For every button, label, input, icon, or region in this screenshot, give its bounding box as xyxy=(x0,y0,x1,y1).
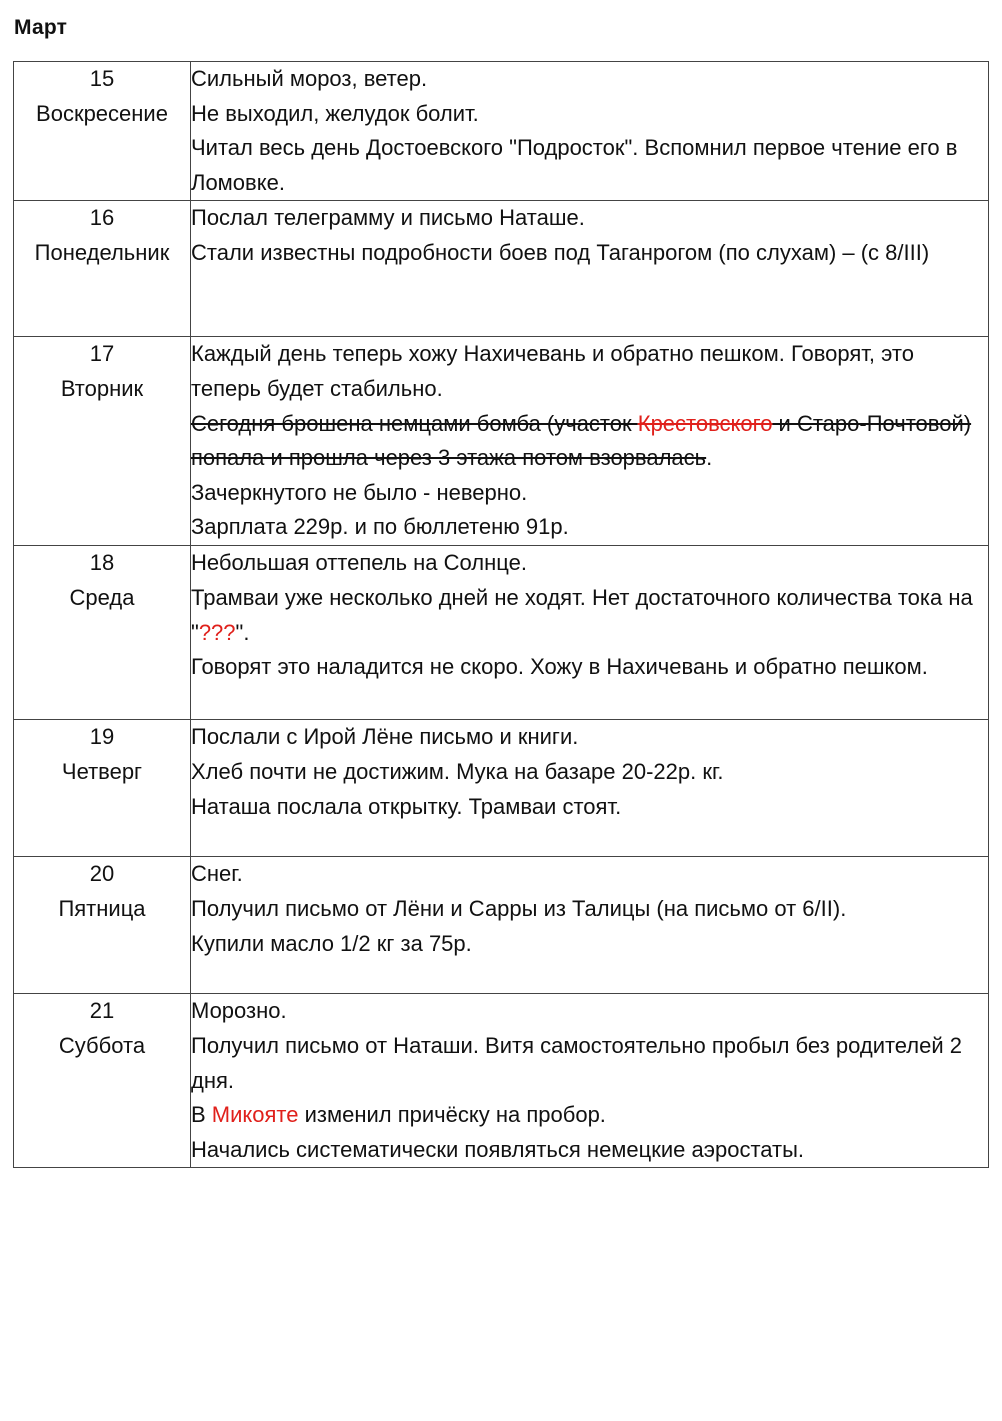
text: изменил причёску на пробор. xyxy=(298,1102,606,1128)
red-text: Микояте xyxy=(211,1102,299,1128)
diary-table xyxy=(13,61,989,1168)
entry-line xyxy=(191,581,988,650)
entry-line: Купили масло 1/2 кг за 75р. xyxy=(191,930,472,956)
entry-line: Снег. xyxy=(191,861,243,887)
entry-line: Морозно. xyxy=(191,998,287,1024)
entry-cell xyxy=(191,994,989,1168)
struck-red-text: Крестовского xyxy=(637,410,773,436)
date-cell xyxy=(14,994,191,1168)
day-number: 21 xyxy=(89,998,115,1024)
weekday: Вторник xyxy=(60,375,144,401)
entry-cell xyxy=(191,62,989,201)
day-number: 18 xyxy=(89,550,115,576)
entry-line: Наташа послала открытку. Трамваи стоят. xyxy=(191,793,622,819)
entry-line: Не выходил, желудок болит. xyxy=(191,100,479,126)
weekday: Пятница xyxy=(58,895,146,921)
entry-cell xyxy=(191,857,989,994)
entry-line: Зачеркнутого не было - неверно. xyxy=(191,479,528,505)
text: В xyxy=(191,1102,212,1128)
entry-line: Послали с Ирой Лёне письмо и книги. xyxy=(191,724,579,750)
weekday: Четверг xyxy=(61,758,143,784)
entry-line: Говорят это наладится не скоро. Хожу в Нахичевань и обратно пешком. xyxy=(191,654,928,680)
struck-out-passage xyxy=(191,407,988,476)
entry-cell xyxy=(191,546,989,720)
entry-line: Послал телеграмму и письмо Наташе. xyxy=(191,205,585,231)
table-row xyxy=(14,201,989,337)
weekday: Среда xyxy=(69,584,135,610)
date-cell xyxy=(14,201,191,337)
entry-line: Получил письмо от Лёни и Сарры из Талицы (на письмо от 6/II). xyxy=(191,895,847,921)
text: Трамваи уже несколько дней не ходят. Нет достаточного количества тока на " xyxy=(191,584,973,645)
day-number: 17 xyxy=(89,341,115,367)
table-row xyxy=(14,720,989,857)
day-number: 20 xyxy=(89,861,115,887)
entry-cell xyxy=(191,720,989,857)
text: ". xyxy=(235,619,250,645)
red-text: ??? xyxy=(198,619,236,645)
entry-line: Небольшая оттепель на Солнце. xyxy=(191,550,527,576)
date-cell xyxy=(14,857,191,994)
table-row xyxy=(14,546,989,720)
entry-line: Хлеб почти не достижим. Мука на базаре 20-22р. кг. xyxy=(191,758,724,784)
entry-cell xyxy=(191,201,989,337)
date-cell xyxy=(14,62,191,201)
page-title: Март xyxy=(14,16,68,39)
weekday: Воскресение xyxy=(36,100,168,126)
day-number: 16 xyxy=(89,205,115,231)
entry-line: Зарплата 229р. и по бюллетеню 91р. xyxy=(191,514,569,540)
date-cell xyxy=(14,337,191,546)
entry-line: Стали известны подробности боев под Таганрогом (по слухам) – (с 8/III) xyxy=(191,239,930,265)
table-row xyxy=(14,994,989,1168)
weekday: Понедельник xyxy=(34,239,170,265)
day-number: 19 xyxy=(89,724,115,750)
date-cell xyxy=(14,546,191,720)
entry-line xyxy=(191,1098,988,1133)
entry-line: Получил письмо от Наташи. Витя самостоятельно пробыл без родителей 2 дня. xyxy=(191,1032,963,1093)
table-row xyxy=(14,857,989,994)
entry-line: Читал весь день Достоевского "Подросток". Вспомнил первое чтение его в Ломовке. xyxy=(191,135,958,195)
struck-text: Сегодня брошена немцами бомба (участок xyxy=(191,410,638,436)
text: . xyxy=(706,445,713,471)
date-cell xyxy=(14,720,191,857)
table-row xyxy=(14,337,989,546)
entry-line: Каждый день теперь хожу Нахичевань и обратно пешком. Говорят, это теперь будет стабильно. xyxy=(191,341,914,401)
entry-line: Сильный мороз, ветер. xyxy=(191,66,428,91)
weekday: Суббота xyxy=(58,1032,146,1058)
table-row xyxy=(14,62,989,201)
entry-cell xyxy=(191,337,989,546)
day-number: 15 xyxy=(89,66,115,91)
struck-text: и Старо-Почтовой) попала и прошла через 3 этажа потом взорвалась xyxy=(191,410,972,471)
entry-line: Начались систематически появляться немецкие аэростаты. xyxy=(191,1136,805,1162)
